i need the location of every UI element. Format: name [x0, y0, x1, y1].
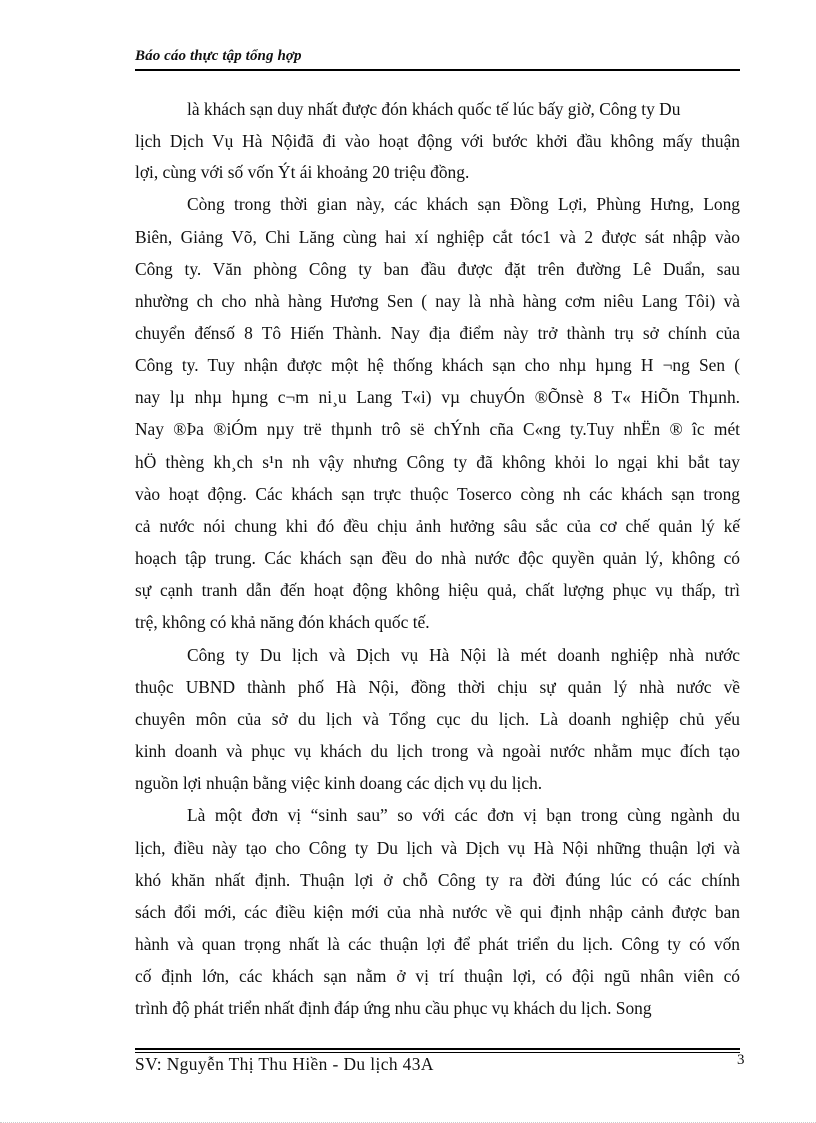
text-line: Còng trong thời gian này, các khách sạn Đồng Lợi, Phùng Hưng, Long [187, 194, 740, 214]
text-line: lịch, điều này tạo cho Công ty Du lịch và Dịch vụ Hà Nội những thuận lợi và [135, 838, 740, 858]
text-line: Công ty. Tuy nhận được một hệ thống khách sạn cho nhµ hµng H ¬ng Sen ( [135, 355, 740, 375]
text-line: sách đổi mới, các điều kiện mới của nhà nước về qui định nhập cảnh được ban [135, 902, 740, 922]
text-line: cả nước nói chung khi đó đều chịu ảnh hưởng sâu sắc của cơ chế quản lý kế [135, 516, 740, 536]
text-line: chuyên môn của sở du lịch và Tổng cục du lịch. Là doanh nghiệp chủ yếu [135, 709, 740, 729]
text-line: nay lµ nhµ hµng c¬m ni¸u Lang T«i) vµ chuyÓn ®Õnsè 8 T« HiÕn Thµnh. [135, 387, 740, 407]
text-line: trình độ phát triển nhất định đáp ứng nhu cầu phục vụ khách du lịch. Song [135, 998, 652, 1018]
footer-rule-thin [135, 1052, 740, 1053]
text-line: khó khăn nhất định. Thuận lợi ở chỗ Công ty ra đời đúng lúc có các chính [135, 870, 740, 890]
text-line: Công ty Du lịch và Dịch vụ Hà Nội là mét doanh nghiệp nhà nước [187, 645, 740, 665]
header-title: Báo cáo thực tập tổng hợp [135, 48, 302, 64]
footer-author: SV: Nguyễn Thị Thu Hiền - Du lịch 43A [135, 1054, 434, 1074]
text-line: Là một đơn vị “sinh sau” so với các đơn vị bạn trong cùng ngành du [187, 805, 740, 825]
text-line: chuyển đếnsố 8 Tô Hiến Thành. Nay địa điểm này trở thành trụ sở chính của [135, 323, 740, 343]
text-line: lịch Dịch Vụ Hà Nộiđã đi vào hoạt động với bước khởi đầu không mấy thuận [135, 131, 740, 151]
text-line: Công ty. Văn phòng Công ty ban đầu được đặt trên đường Lê Duẩn, sau [135, 259, 740, 279]
text-line: kinh doanh và phục vụ khách du lịch trong và ngoài nước nhằm mục đích tạo [135, 741, 740, 761]
text-line: thuộc UBND thành phố Hà Nội, đồng thời chịu sự quản lý nhà nước về [135, 677, 740, 697]
text-line: hành và quan trọng nhất là các thuận lợi để phát triển du lịch. Công ty có vốn [135, 934, 740, 954]
text-line: vào hoạt động. Các khách sạn trực thuộc Toserco còng nh các khách sạn trong [135, 484, 740, 504]
text-line: lợi, cùng với số vốn Ýt ái khoảng 20 triệu đồng. [135, 162, 470, 182]
text-line: Biên, Giảng Võ, Chi Lăng cùng hai xí nghiệp cắt tóc1 và 2 được sát nhập vào [135, 227, 740, 247]
text-line: trệ, không có khả năng đón khách quốc tế. [135, 612, 430, 632]
text-line: nguồn lợi nhuận bằng việc kinh doang các dịch vụ du lịch. [135, 773, 543, 793]
text-line: nhường ch cho nhà hàng Hương Sen ( nay là nhà hàng cơm niêu Lang Tôi) và [135, 291, 740, 311]
text-line: là khách sạn duy nhất được đón khách quốc tế lúc bấy giờ, Công ty Du [187, 99, 681, 119]
page-number: 3 [737, 1052, 745, 1068]
header-rule [135, 69, 740, 71]
text-line: sự cạnh tranh dẫn đến hoạt động không hiệu quả, chất lượng phục vụ thấp, trì [135, 580, 740, 600]
text-line: hÖ thèng kh¸ch s¹n nh vậy nhưng Công ty đã không khỏi lo ngại khi bắt tay [135, 452, 740, 472]
text-line: hoạch tập trung. Các khách sạn đều do nhà nước độc quyền quản lý, không có [135, 548, 740, 568]
text-line: cố định lớn, các khách sạn nằm ở vị trí thuận lợi, có đội ngũ nhân viên có [135, 966, 740, 986]
footer-rule [135, 1048, 740, 1050]
text-line: Nay ®Þa ®iÓm nµy trë thµnh trô së chÝnh cña C«ng ty.Tuy nhËn ® îc mét [135, 419, 740, 439]
